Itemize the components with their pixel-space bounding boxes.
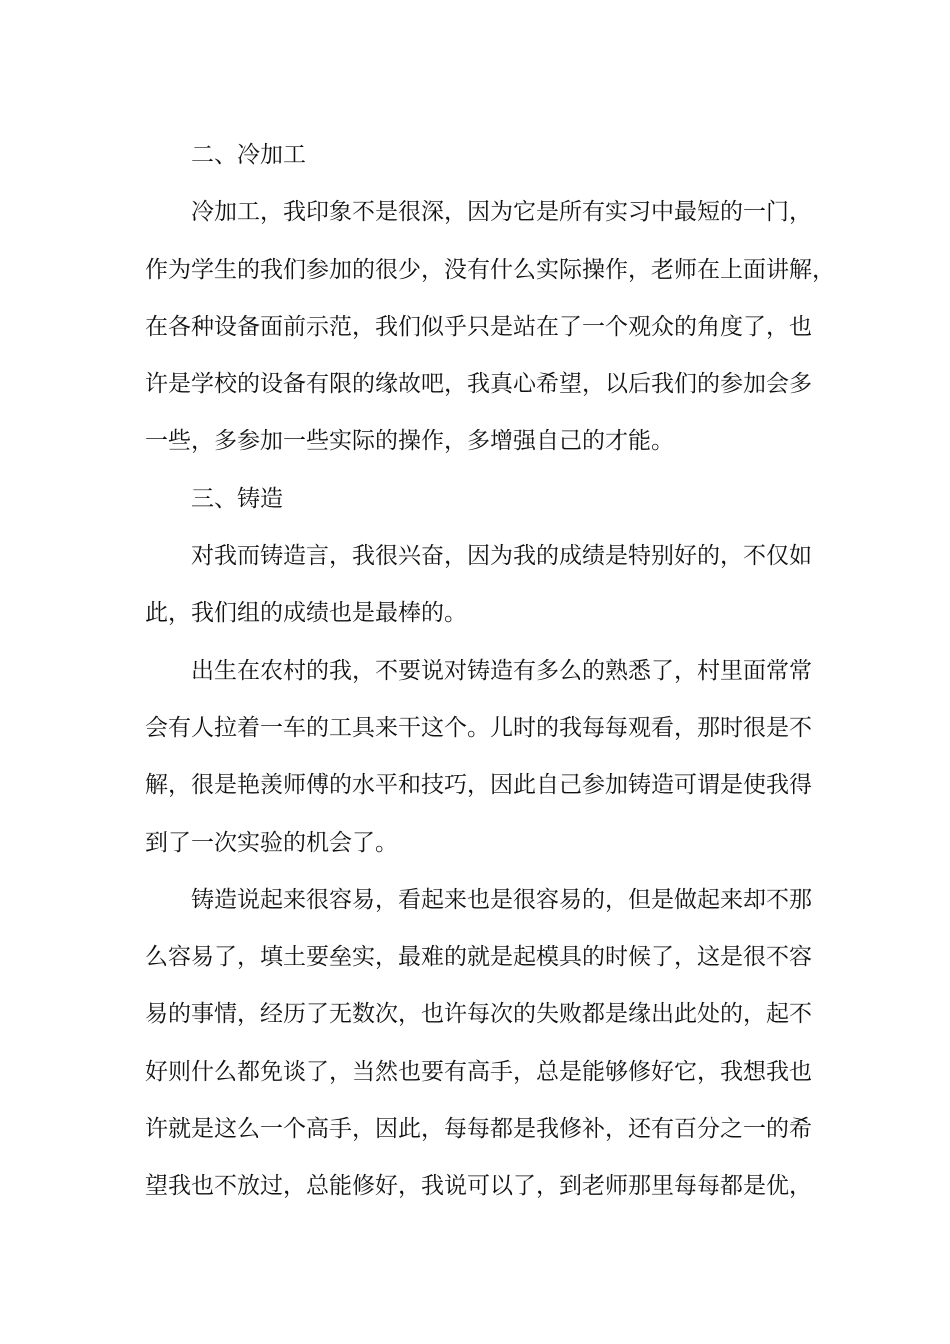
paragraph-line: 到了一次实验的机会了。 [145, 829, 398, 856]
paragraph-line: 对我而铸造言，我很兴奋，因为我的成绩是特别好的，不仅如 [191, 543, 812, 570]
paragraph-line: 作为学生的我们参加的很少，没有什么实际操作，老师在上面讲解， [145, 256, 835, 283]
paragraph-line: 么容易了，填土要垒实，最难的就是起模具的时候了，这是很不容 [145, 944, 812, 971]
paragraph-line: 铸造说起来很容易，看起来也是很容易的，但是做起来却不那 [191, 886, 812, 913]
paragraph-line: 在各种设备面前示范，我们似乎只是站在了一个观众的角度了，也 [145, 313, 812, 340]
paragraph-line: 会有人拉着一车的工具来干这个。儿时的我每每观看，那时很是不 [145, 714, 812, 741]
paragraph-line: 此，我们组的成绩也是最棒的。 [145, 600, 467, 627]
paragraph-line: 一些，多参加一些实际的操作，多增强自己的才能。 [145, 428, 674, 455]
paragraph-line: 出生在农村的我，不要说对铸造有多么的熟悉了，村里面常常 [191, 657, 812, 684]
paragraph-line: 许就是这么一个高手，因此，每每都是我修补，还有百分之一的希 [145, 1116, 812, 1143]
section-heading-cold-working: 二、冷加工 [191, 142, 306, 168]
section-heading-casting: 三、铸造 [191, 485, 283, 512]
paragraph-line: 冷加工，我印象不是很深，因为它是所有实习中最短的一门， [191, 199, 812, 226]
paragraph-line: 易的事情，经历了无数次，也许每次的失败都是缘出此处的，起不 [145, 1001, 812, 1028]
paragraph-line: 好则什么都免谈了，当然也要有高手，总是能够修好它，我想我也 [145, 1058, 812, 1085]
paragraph-line: 解，很是艳羡师傅的水平和技巧，因此自己参加铸造可谓是使我得 [145, 772, 812, 799]
paragraph-line: 许是学校的设备有限的缘故吧，我真心希望，以后我们的参加会多 [145, 371, 812, 398]
paragraph-line: 望我也不放过，总能修好，我说可以了，到老师那里每每都是优， [145, 1173, 812, 1200]
document-body [145, 127, 835, 1216]
